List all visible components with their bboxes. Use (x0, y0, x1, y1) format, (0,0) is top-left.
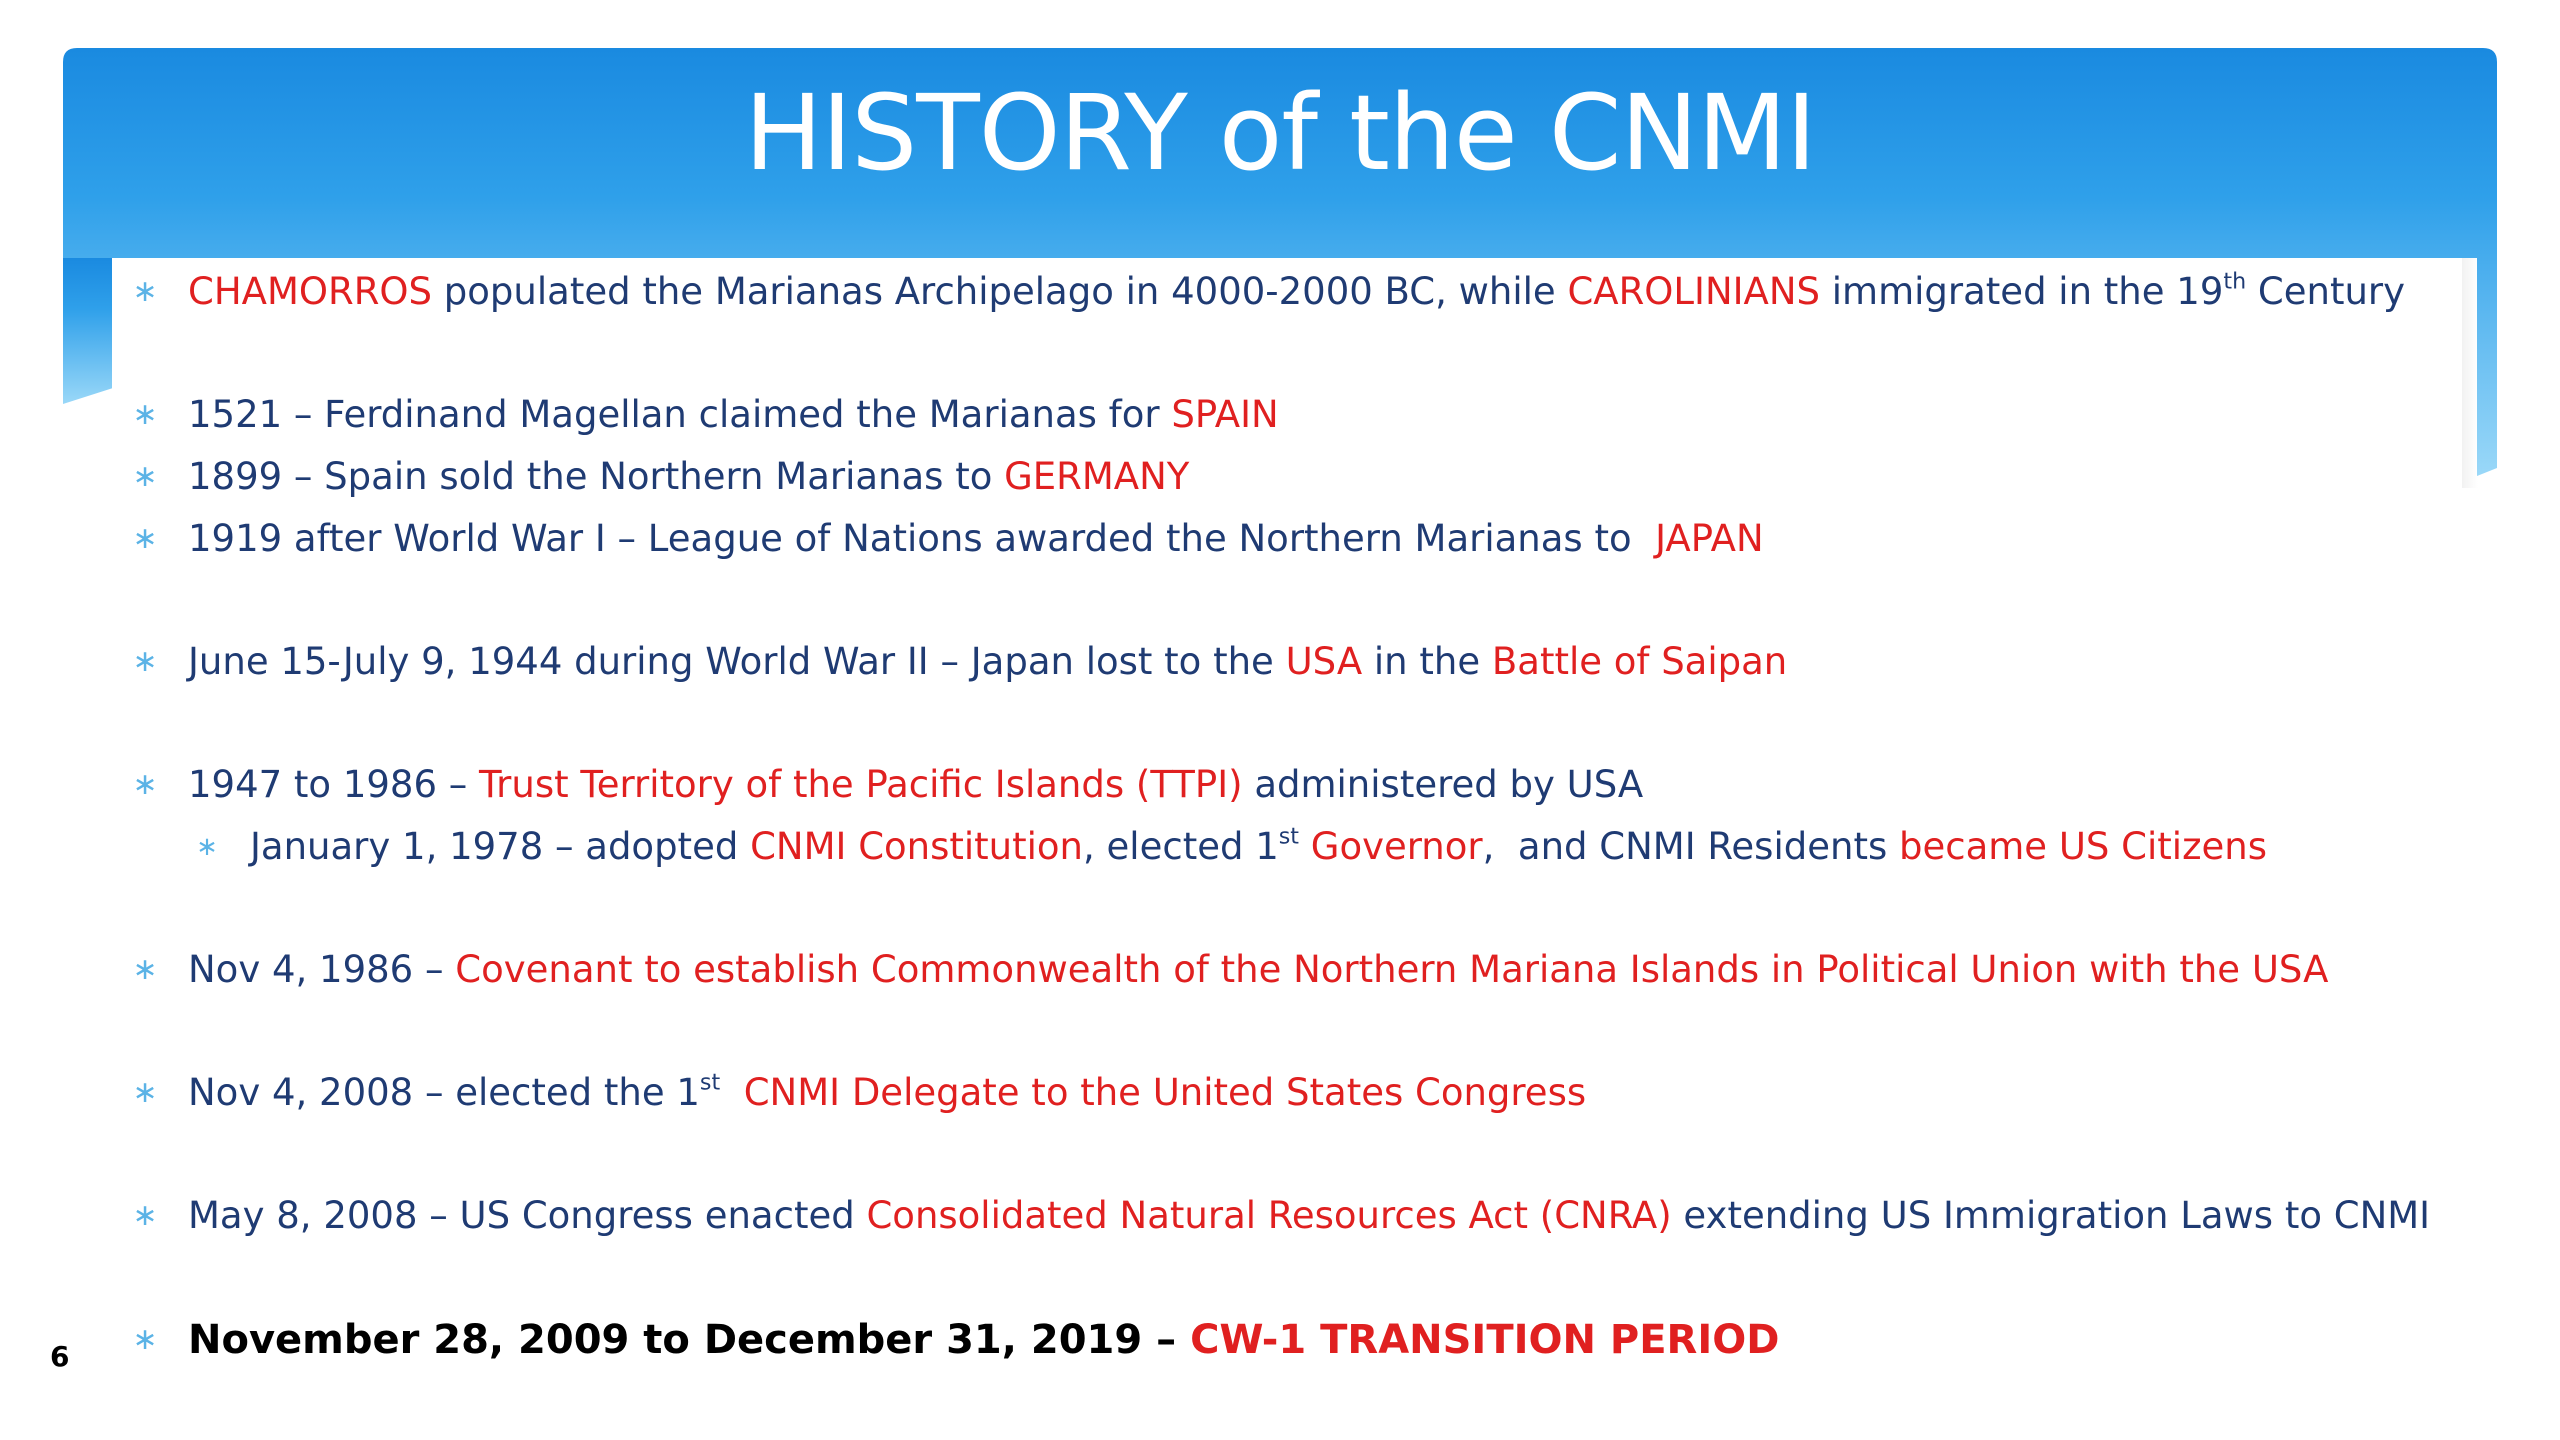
text-segment: November 28, 2009 to December 31, 2019 – (188, 1317, 1191, 1363)
bullet-text (188, 755, 1643, 815)
bullet-text (188, 1186, 2430, 1246)
text-segment: in the (1362, 640, 1492, 683)
asterisk-icon: ∗ (132, 952, 158, 987)
highlight-chamorros: CHAMORROS (188, 270, 433, 313)
superscript: th (2223, 268, 2247, 295)
text-segment: 1521 – Ferdinand Magellan claimed the Marianas for (188, 393, 1172, 436)
highlight-battle-of-saipan: Battle of Saipan (1491, 640, 1788, 683)
text-segment: populated the Marianas Archipelago in 4000-2000 BC, while (432, 270, 1568, 313)
text-segment: , and CNMI Residents (1482, 825, 1899, 868)
asterisk-icon: ∗ (132, 644, 158, 679)
highlight-ttpi: Trust Territory of the Pacific Islands (TTPI) (479, 763, 1243, 806)
text-segment: immigrated in the 19 (1820, 270, 2224, 313)
highlight-spain: SPAIN (1171, 393, 1279, 436)
text-segment: June 15-July 9, 1944 during World War II – Japan lost to the (188, 640, 1286, 683)
slide-title: HISTORY of the CNMI (744, 72, 1816, 194)
highlight-constitution: CNMI Constitution (750, 825, 1084, 868)
text-segment: January 1, 1978 – adopted (250, 825, 751, 868)
highlight-delegate: CNMI Delegate to the United States Congress (720, 1071, 1587, 1114)
asterisk-icon: ∗ (132, 274, 158, 309)
text-segment: , elected 1 (1083, 825, 1279, 868)
asterisk-icon: ∗ (132, 521, 158, 556)
superscript: st (1278, 823, 1300, 850)
asterisk-icon: ∗ (132, 1198, 158, 1233)
bullet-text (188, 1310, 1779, 1370)
highlight-germany: GERMANY (1004, 455, 1190, 498)
highlight-cnra: Consolidated Natural Resources Act (CNRA) (866, 1194, 1672, 1237)
highlight-japan: JAPAN (1655, 517, 1764, 560)
bullet-text (188, 1063, 1586, 1123)
text-segment: 1899 – Spain sold the Northern Marianas to (188, 455, 1005, 498)
asterisk-icon: ∗ (132, 1322, 158, 1357)
bullet-text (188, 385, 1279, 445)
bullet-text (188, 509, 1764, 569)
text-segment: Nov 4, 2008 – elected the 1 (188, 1071, 700, 1114)
highlight-governor: Governor (1299, 825, 1483, 868)
bullet-text (188, 940, 2328, 1000)
text-segment: administered by USA (1242, 763, 1644, 806)
highlight-us-citizens: became US Citizens (1899, 825, 2267, 868)
asterisk-icon: ∗ (132, 459, 158, 494)
text-segment: Nov 4, 1986 – (188, 948, 456, 991)
bullet-text (188, 632, 1787, 692)
text-segment: 1947 to 1986 – (188, 763, 480, 806)
asterisk-icon: ∗ (132, 767, 158, 802)
highlight-covenant: Covenant to establish Commonwealth of the Northern Mariana Islands in Political Union with the USA (455, 948, 2329, 991)
text-segment: Century (2246, 270, 2406, 313)
page-number: 6 (50, 1340, 70, 1373)
bullet-text (188, 262, 2405, 322)
text-segment: 1919 after World War I – League of Nations awarded the Northern Marianas to (188, 517, 1656, 560)
highlight-carolinians: CAROLINIANS (1567, 270, 1821, 313)
panel-shadow (2462, 258, 2478, 488)
asterisk-icon: ∗ (132, 397, 158, 432)
bullet-text (250, 817, 2267, 877)
text-segment: May 8, 2008 – US Congress enacted (188, 1194, 867, 1237)
asterisk-icon: ∗ (196, 832, 218, 862)
text-segment: extending US Immigration Laws to CNMI (1671, 1194, 2431, 1237)
highlight-usa: USA (1285, 640, 1363, 683)
bullet-text (188, 447, 1189, 507)
asterisk-icon: ∗ (132, 1075, 158, 1110)
highlight-cw1: CW-1 TRANSITION PERIOD (1190, 1317, 1780, 1363)
superscript: st (699, 1069, 721, 1096)
